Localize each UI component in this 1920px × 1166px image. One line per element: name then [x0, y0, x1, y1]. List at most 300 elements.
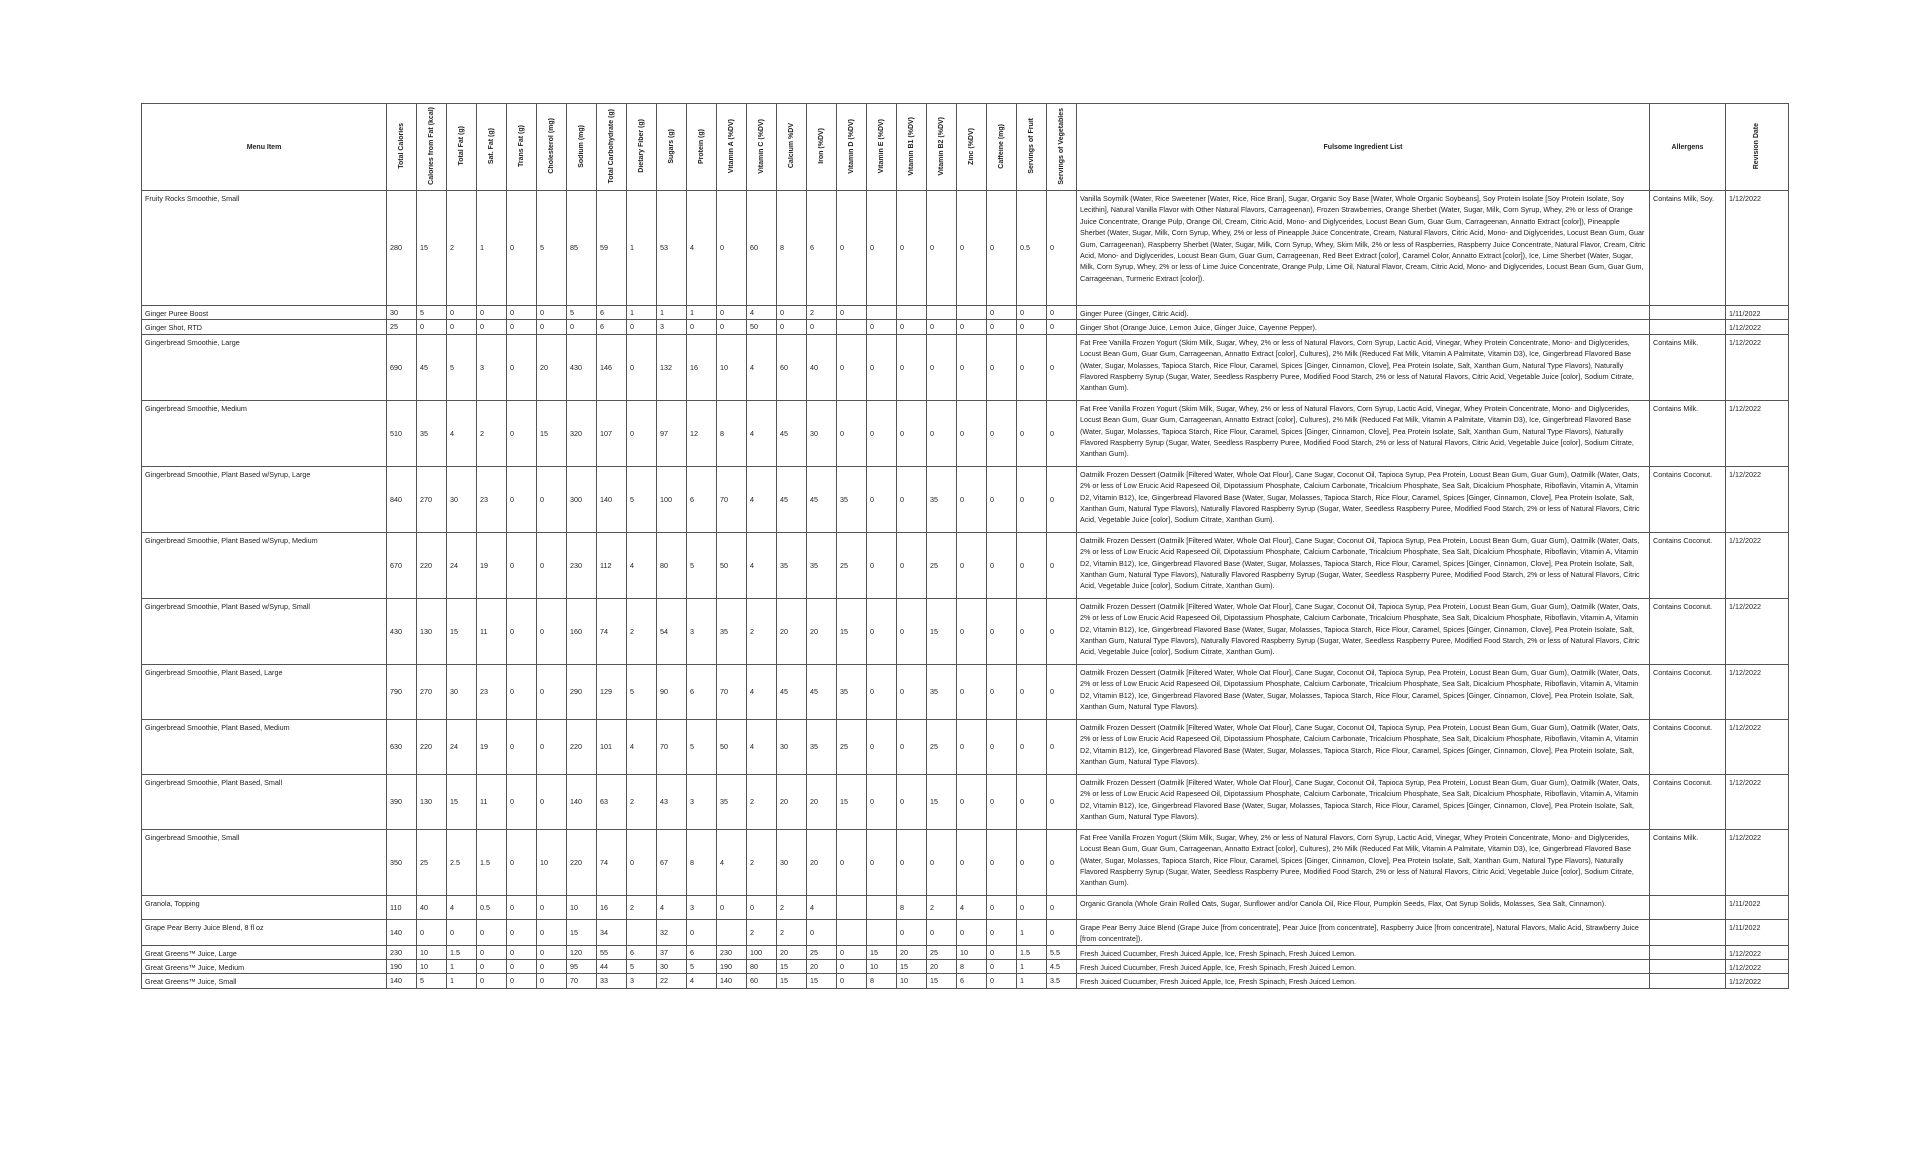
nutrient-value-cell: 3	[687, 895, 717, 919]
nutrient-value-cell: 0	[507, 960, 537, 974]
nutrient-value-cell: 15	[567, 919, 597, 945]
nutrient-value-cell: 0	[927, 919, 957, 945]
nutrient-value-cell: 8	[717, 400, 747, 466]
nutrient-value-cell: 1	[687, 306, 717, 320]
header-nutrient	[747, 104, 777, 191]
nutrient-value-cell: 20	[537, 334, 567, 400]
nutrient-value-cell: 2	[777, 895, 807, 919]
nutrient-value-cell: 0	[957, 664, 987, 719]
ingredient-list-cell: Oatmilk Frozen Dessert (Oatmilk [Filtered Water, Whole Oat Flour], Cane Sugar, Coconut Oil, Tapioca Syrup, Pea Protein, Locust Bean Gum, Guar Gum), Oatmilk (Water, Oats, 2% or less of Low Erucic Acid Rapeseed Oil, Dipotassium Phosphate, Calcium Carbonate, Tricalcium Phosphate, Sea Salt, Dicalcium Phosphate, Riboflavin, Vitamin A, Vitamin D2, Vitamin B12), Ice, Gingerbread Flavored Base (Water, Sugar, Molasses, Tapioca Starch, Rice Flour, Caramel, Spices [Ginger, Cinnamon, Clove], Pea Protein Isolate, Salt, Xanthan Gum, Natural Type Flavors), Naturally Flavored Raspberry Syrup (Sugar, Water, Seedless Raspberry Puree, Modified Food Starch, 2% or less of Natural Flavors, Citric Acid, Vegetable Juice [color], Sodium Citrate, Xanthan Gum).	[1077, 598, 1650, 664]
nutrient-value-cell: 25	[387, 320, 417, 334]
nutrient-value-cell: 4	[627, 719, 657, 774]
nutrient-value-cell: 0.5	[477, 895, 507, 919]
nutrient-value-cell: 0	[987, 919, 1017, 945]
nutrient-value-cell: 0	[957, 719, 987, 774]
allergens-cell	[1650, 306, 1726, 320]
nutrient-value-cell: 25	[927, 719, 957, 774]
ingredient-list-cell: Oatmilk Frozen Dessert (Oatmilk [Filtered Water, Whole Oat Flour], Cane Sugar, Coconut Oil, Tapioca Syrup, Pea Protein, Locust Bean Gum, Guar Gum), Oatmilk (Water, Oats, 2% or less of Low Erucic Acid Rapeseed Oil, Dipotassium Phosphate, Calcium Carbonate, Tricalcium Phosphate, Sea Salt, Dicalcium Phosphate, Riboflavin, Vitamin A, Vitamin D2, Vitamin B12), Ice, Gingerbread Flavored Base (Water, Sugar, Molasses, Tapioca Starch, Rice Flour, Caramel, Spices [Ginger, Cinnamon, Clove], Pea Protein Isolate, Salt, Xanthan Gum, Natural Type Flavors), Naturally Flavored Raspberry Syrup (Sugar, Water, Seedless Raspberry Puree, Modified Food Starch, 2% or less of Natural Flavors, Citric Acid, Vegetable Juice [color], Sodium Citrate, Xanthan Gum).	[1077, 532, 1650, 598]
nutrient-value-cell: 0	[507, 334, 537, 400]
allergens-cell: Contains Coconut.	[1650, 774, 1726, 829]
nutrient-value-cell: 10	[897, 974, 927, 988]
nutrient-value-cell: 23	[477, 466, 507, 532]
menu-item-cell: Gingerbread Smoothie, Small	[142, 829, 387, 895]
header-nutrient	[507, 104, 537, 191]
allergens-cell	[1650, 974, 1726, 988]
header-nutrient	[1017, 104, 1047, 191]
table-row	[142, 598, 1789, 664]
nutrient-value-cell: 25	[837, 532, 867, 598]
nutrient-value-cell: 35	[807, 719, 837, 774]
nutrient-value-cell: 6	[807, 191, 837, 306]
nutrient-value-cell: 1	[1017, 919, 1047, 945]
nutrient-value-cell: 0	[867, 774, 897, 829]
header-nutrient-label: Total Carbohydrate (g)	[607, 108, 615, 184]
nutrient-value-cell: 30	[447, 466, 477, 532]
nutrient-value-cell: 1	[447, 974, 477, 988]
ingredient-list-cell: Oatmilk Frozen Dessert (Oatmilk [Filtered Water, Whole Oat Flour], Cane Sugar, Coconut Oil, Tapioca Syrup, Pea Protein, Locust Bean Gum, Guar Gum), Oatmilk (Water, Oats, 2% or less of Low Erucic Acid Rapeseed Oil, Dipotassium Phosphate, Calcium Carbonate, Tricalcium Phosphate, Sea Salt, Dicalcium Phosphate, Riboflavin, Vitamin A, Vitamin D2, Vitamin B12), Ice, Gingerbread Flavored Base (Water, Sugar, Molasses, Tapioca Starch, Rice Flour, Caramel, Spices [Ginger, Cinnamon, Clove], Pea Protein Isolate, Salt, Xanthan Gum, Natural Type Flavors).	[1077, 719, 1650, 774]
nutrient-value-cell: 4	[747, 334, 777, 400]
revision-date-cell: 1/11/2022	[1726, 895, 1789, 919]
nutrient-value-cell: 0	[537, 974, 567, 988]
nutrient-value-cell: 0	[837, 334, 867, 400]
nutrient-value-cell: 60	[747, 191, 777, 306]
nutrient-value-cell: 1	[627, 306, 657, 320]
nutrient-value-cell: 0	[507, 774, 537, 829]
nutrient-value-cell: 4	[747, 719, 777, 774]
table-row	[142, 334, 1789, 400]
nutrient-value-cell: 129	[597, 664, 627, 719]
allergens-cell: Contains Coconut.	[1650, 598, 1726, 664]
nutrient-value-cell: 2	[747, 774, 777, 829]
nutrient-value-cell: 0	[477, 945, 507, 959]
nutrient-value-cell	[867, 306, 897, 320]
nutrient-value-cell: 0	[627, 320, 657, 334]
nutrient-value-cell: 20	[927, 960, 957, 974]
nutrient-value-cell: 0	[837, 960, 867, 974]
header-nutrient-label: Calories from Fat (kcal)	[427, 107, 435, 185]
allergens-cell	[1650, 895, 1726, 919]
nutrient-value-cell: 0	[927, 400, 957, 466]
table-row	[142, 829, 1789, 895]
header-nutrient	[687, 104, 717, 191]
nutrient-value-cell: 146	[597, 334, 627, 400]
nutrient-value-cell: 0	[897, 774, 927, 829]
nutrient-value-cell: 4.5	[1047, 960, 1077, 974]
revision-date-cell: 1/12/2022	[1726, 191, 1789, 306]
nutrient-value-cell: 0	[1017, 719, 1047, 774]
nutrient-value-cell: 0	[537, 895, 567, 919]
table-row	[142, 974, 1789, 988]
nutrient-value-cell: 50	[717, 719, 747, 774]
nutrient-value-cell	[837, 320, 867, 334]
nutrient-value-cell: 0	[897, 334, 927, 400]
header-nutrient-label: Vitamin B1 (%DV)	[907, 116, 915, 176]
nutrient-value-cell: 0	[987, 466, 1017, 532]
nutrient-value-cell	[897, 306, 927, 320]
nutrient-value-cell: 0	[1017, 532, 1047, 598]
nutrient-value-cell: 0	[447, 919, 477, 945]
menu-item-cell: Great Greens™ Juice, Large	[142, 945, 387, 959]
nutrient-value-cell: 0	[867, 466, 897, 532]
nutrient-value-cell: 0	[507, 532, 537, 598]
nutrient-value-cell: 35	[717, 774, 747, 829]
revision-date-cell: 1/12/2022	[1726, 598, 1789, 664]
nutrient-value-cell: 60	[777, 334, 807, 400]
nutrient-value-cell: 0	[1017, 774, 1047, 829]
nutrient-value-cell: 0	[507, 400, 537, 466]
nutrient-value-cell: 2	[447, 191, 477, 306]
nutrient-value-cell	[627, 919, 657, 945]
nutrient-value-cell: 25	[807, 945, 837, 959]
nutrient-value-cell: 0	[867, 400, 897, 466]
nutrient-value-cell: 70	[717, 466, 747, 532]
table-row	[142, 466, 1789, 532]
nutrient-value-cell: 0	[957, 400, 987, 466]
nutrient-value-cell: 0	[507, 306, 537, 320]
nutrient-value-cell: 160	[567, 598, 597, 664]
nutrient-value-cell: 0	[897, 664, 927, 719]
nutrient-value-cell: 2	[627, 895, 657, 919]
header-nutrient-label: Protein (g)	[697, 128, 705, 164]
nutrient-value-cell: 0	[1047, 400, 1077, 466]
nutrient-value-cell: 0	[417, 919, 447, 945]
nutrient-value-cell: 0	[957, 466, 987, 532]
header-nutrient	[657, 104, 687, 191]
nutrient-value-cell: 3	[627, 974, 657, 988]
nutrient-value-cell: 4	[687, 974, 717, 988]
nutrient-value-cell: 140	[387, 974, 417, 988]
nutrient-value-cell: 0	[987, 664, 1017, 719]
header-nutrient	[837, 104, 867, 191]
ingredient-list-cell: Ginger Shot (Orange Juice, Lemon Juice, Ginger Juice, Cayenne Pepper).	[1077, 320, 1650, 334]
nutrient-value-cell: 10	[567, 895, 597, 919]
header-nutrient-label: Total Calories	[397, 123, 405, 169]
nutrient-value-cell: 10	[417, 945, 447, 959]
nutrient-value-cell: 8	[687, 829, 717, 895]
header-nutrient-label: Vitamin B2 (%DV)	[937, 116, 945, 176]
nutrient-value-cell: 0	[957, 829, 987, 895]
nutrient-value-cell: 59	[597, 191, 627, 306]
nutrient-value-cell	[927, 306, 957, 320]
nutrient-value-cell: 50	[717, 532, 747, 598]
ingredient-list-cell: Fat Free Vanilla Frozen Yogurt (Skim Milk, Sugar, Whey, 2% or less of Natural Flavors, Corn Syrup, Lactic Acid, Vinegar, Whey Protein Concentrate, Mono- and Diglycerides, Locust Bean Gum, Guar Gum, Carrageenan, Annatto Extract [color], Cultures), 2% Milk (Reduced Fat Milk, Vitamin A Palmitate, Vitamin D3), Ice, Gingerbread Flavored Base (Water, Sugar, Molasses, Tapioca Starch, Rice Flour, Caramel, Spices [Ginger, Cinnamon, Clove], Pea Protein Isolate, Salt, Xanthan Gum, Natural Type Flavors), Naturally Flavored Raspberry Syrup (Sugar, Water, Seedless Raspberry Puree, Modified Food Starch, 2% or less of Natural Flavors, Citric Acid, Vegetable Juice [color], Sodium Citrate, Xanthan Gum).	[1077, 400, 1650, 466]
nutrient-value-cell: 6	[597, 306, 627, 320]
nutrient-value-cell: 0	[477, 960, 507, 974]
header-nutrient-label: Total Fat (g)	[457, 126, 465, 166]
nutrient-value-cell: 2	[627, 774, 657, 829]
nutrient-value-cell: 0	[1047, 774, 1077, 829]
nutrient-value-cell: 4	[747, 466, 777, 532]
nutrient-value-cell: 0	[1017, 664, 1047, 719]
nutrient-value-cell: 1.5	[1017, 945, 1047, 959]
table-row	[142, 320, 1789, 334]
nutrient-value-cell: 5	[687, 960, 717, 974]
nutrient-value-cell: 0	[897, 719, 927, 774]
nutrient-value-cell: 8	[957, 960, 987, 974]
nutrient-value-cell: 35	[777, 532, 807, 598]
nutrient-value-cell: 16	[687, 334, 717, 400]
nutrient-value-cell: 20	[807, 829, 837, 895]
header-nutrient-label: Sugars (g)	[667, 128, 675, 164]
nutrient-value-cell: 0	[1017, 829, 1047, 895]
nutrient-value-cell: 45	[777, 664, 807, 719]
header-menu-item: Menu Item	[142, 104, 387, 191]
header-nutrient-label: Vitamin A (%DV)	[727, 118, 735, 174]
ingredient-list-cell: Organic Granola (Whole Grain Rolled Oats, Sugar, Sunflower and/or Canola Oil, Rice Flour, Pumpkin Seeds, Flax, Oat Syrup Solids, Molasses, Sea Salt, Cinnamon).	[1077, 895, 1650, 919]
nutrient-value-cell: 0	[717, 306, 747, 320]
nutrient-value-cell: 0	[477, 919, 507, 945]
nutrient-value-cell: 0	[507, 719, 537, 774]
nutrient-value-cell: 30	[657, 960, 687, 974]
nutrient-value-cell: 80	[747, 960, 777, 974]
nutrient-value-cell: 70	[567, 974, 597, 988]
nutrient-value-cell: 0	[867, 334, 897, 400]
nutrient-value-cell: 0	[927, 191, 957, 306]
nutrient-value-cell: 0	[957, 919, 987, 945]
header-nutrient	[387, 104, 417, 191]
nutrient-value-cell: 2	[747, 829, 777, 895]
nutrient-value-cell: 0	[537, 774, 567, 829]
header-ingredients: Fulsome Ingredient List	[1077, 104, 1650, 191]
nutrient-value-cell: 0	[507, 945, 537, 959]
revision-date-cell: 1/12/2022	[1726, 774, 1789, 829]
revision-date-cell: 1/12/2022	[1726, 532, 1789, 598]
nutrient-value-cell: 20	[807, 960, 837, 974]
menu-item-cell: Gingerbread Smoothie, Plant Based w/Syrup, Medium	[142, 532, 387, 598]
nutrient-value-cell: 50	[747, 320, 777, 334]
nutrient-value-cell: 5	[627, 466, 657, 532]
nutrient-value-cell: 0	[507, 320, 537, 334]
nutrient-value-cell: 16	[597, 895, 627, 919]
nutrient-value-cell: 0	[537, 598, 567, 664]
nutrient-value-cell: 0	[1047, 719, 1077, 774]
nutrient-value-cell: 0	[867, 719, 897, 774]
nutrient-value-cell: 0.5	[1017, 191, 1047, 306]
nutrient-value-cell: 40	[807, 334, 837, 400]
header-nutrient	[447, 104, 477, 191]
nutrient-value-cell: 40	[417, 895, 447, 919]
nutrient-value-cell: 0	[1017, 895, 1047, 919]
nutrient-value-cell: 32	[657, 919, 687, 945]
nutrient-value-cell: 110	[387, 895, 417, 919]
header-nutrient	[567, 104, 597, 191]
nutrient-value-cell: 15	[927, 774, 957, 829]
nutrient-value-cell: 0	[537, 919, 567, 945]
nutrient-value-cell: 20	[777, 598, 807, 664]
nutrient-value-cell: 33	[597, 974, 627, 988]
nutrient-value-cell: 0	[987, 960, 1017, 974]
nutrient-value-cell: 0	[1017, 598, 1047, 664]
allergens-cell: Contains Milk, Soy.	[1650, 191, 1726, 306]
nutrient-value-cell: 0	[837, 306, 867, 320]
nutrient-value-cell: 0	[507, 466, 537, 532]
nutrient-value-cell: 35	[807, 532, 837, 598]
nutrient-value-cell: 0	[897, 532, 927, 598]
nutrient-value-cell: 0	[447, 306, 477, 320]
nutrient-value-cell: 70	[717, 664, 747, 719]
nutrient-value-cell: 3	[657, 320, 687, 334]
nutrient-value-cell: 90	[657, 664, 687, 719]
revision-date-cell: 1/12/2022	[1726, 320, 1789, 334]
nutrient-value-cell: 45	[807, 664, 837, 719]
nutrient-value-cell: 35	[927, 664, 957, 719]
nutrient-value-cell: 6	[627, 945, 657, 959]
nutrient-value-cell: 0	[477, 320, 507, 334]
header-nutrient-label: Iron (%DV)	[817, 128, 825, 164]
nutrient-value-cell: 4	[747, 400, 777, 466]
nutrient-value-cell: 0	[687, 919, 717, 945]
nutrient-value-cell: 6	[957, 974, 987, 988]
nutrient-value-cell: 5.5	[1047, 945, 1077, 959]
nutrient-value-cell: 1.5	[447, 945, 477, 959]
ingredient-list-cell: Fat Free Vanilla Frozen Yogurt (Skim Milk, Sugar, Whey, 2% or less of Natural Flavors, Corn Syrup, Lactic Acid, Vinegar, Whey Protein Concentrate, Mono- and Diglycerides, Locust Bean Gum, Guar Gum, Carrageenan, Annatto Extract [color], Cultures), 2% Milk (Reduced Fat Milk, Vitamin A Palmitate, Vitamin D3), Ice, Gingerbread Flavored Base (Water, Sugar, Molasses, Tapioca Starch, Rice Flour, Caramel, Spices [Ginger, Cinnamon, Clove], Pea Protein Isolate, Salt, Xanthan Gum, Natural Type Flavors), Naturally Flavored Raspberry Syrup (Sugar, Water, Seedless Raspberry Puree, Modified Food Starch, 2% or less of Natural Flavors, Citric Acid, Vegetable Juice [color], Sodium Citrate, Xanthan Gum).	[1077, 334, 1650, 400]
nutrient-value-cell	[837, 919, 867, 945]
revision-date-cell: 1/12/2022	[1726, 945, 1789, 959]
allergens-cell: Contains Milk.	[1650, 829, 1726, 895]
nutrient-value-cell: 11	[477, 774, 507, 829]
nutrient-value-cell: 0	[867, 829, 897, 895]
nutrient-value-cell: 4	[657, 895, 687, 919]
nutrient-value-cell: 100	[747, 945, 777, 959]
nutrient-value-cell: 4	[447, 400, 477, 466]
nutrient-value-cell: 0	[957, 334, 987, 400]
menu-item-cell: Gingerbread Smoothie, Medium	[142, 400, 387, 466]
nutrient-value-cell: 0	[507, 829, 537, 895]
header-nutrient	[417, 104, 447, 191]
nutrient-value-cell: 140	[387, 919, 417, 945]
nutrient-value-cell: 0	[1017, 400, 1047, 466]
nutrient-value-cell: 0	[447, 320, 477, 334]
header-revision-date-label: Revision Date	[1753, 122, 1760, 170]
header-nutrient-label: Trans Fat (g)	[517, 124, 525, 167]
nutrient-value-cell: 140	[717, 974, 747, 988]
nutrient-value-cell: 0	[507, 664, 537, 719]
header-nutrient-label: Caffeine (mg)	[997, 123, 1005, 169]
revision-date-cell: 1/12/2022	[1726, 664, 1789, 719]
menu-item-cell: Great Greens™ Juice, Small	[142, 974, 387, 988]
nutrient-value-cell: 25	[927, 532, 957, 598]
nutrient-value-cell: 12	[687, 400, 717, 466]
header-nutrient-label: Vitamin C (%DV)	[757, 118, 765, 174]
nutrient-value-cell: 0	[1047, 598, 1077, 664]
nutrient-value-cell: 670	[387, 532, 417, 598]
nutrient-value-cell: 430	[387, 598, 417, 664]
header-nutrient	[717, 104, 747, 191]
header-nutrient-label: Servings of Fruit	[1027, 118, 1035, 174]
nutrient-value-cell: 230	[567, 532, 597, 598]
ingredient-list-cell: Fresh Juiced Cucumber, Fresh Juiced Apple, Ice, Fresh Spinach, Fresh Juiced Lemon.	[1077, 945, 1650, 959]
nutrient-value-cell: 0	[837, 829, 867, 895]
nutrient-value-cell: 6	[597, 320, 627, 334]
nutrient-value-cell: 0	[897, 320, 927, 334]
table-row	[142, 895, 1789, 919]
nutrient-value-cell: 0	[987, 895, 1017, 919]
nutrient-value-cell: 3	[477, 334, 507, 400]
nutrient-value-cell: 0	[1047, 664, 1077, 719]
nutrient-value-cell: 0	[627, 400, 657, 466]
nutrient-value-cell: 6	[687, 664, 717, 719]
ingredient-list-cell: Grape Pear Berry Juice Blend (Grape Juice [from concentrate], Pear Juice [from concentrate], Raspberry Juice [from concentrate], Natural Flavors, Malic Acid, Strawberry Juice [from concentrate]).	[1077, 919, 1650, 945]
nutrient-value-cell: 0	[957, 320, 987, 334]
ingredient-list-cell: Oatmilk Frozen Dessert (Oatmilk [Filtered Water, Whole Oat Flour], Cane Sugar, Coconut Oil, Tapioca Syrup, Pea Protein, Locust Bean Gum, Guar Gum), Oatmilk (Water, Oats, 2% or less of Low Erucic Acid Rapeseed Oil, Dipotassium Phosphate, Calcium Carbonate, Tricalcium Phosphate, Sea Salt, Dicalcium Phosphate, Riboflavin, Vitamin A, Vitamin D2, Vitamin B12), Ice, Gingerbread Flavored Base (Water, Sugar, Molasses, Tapioca Starch, Rice Flour, Caramel, Spices [Ginger, Cinnamon, Clove], Pea Protein Isolate, Salt, Xanthan Gum, Natural Type Flavors).	[1077, 774, 1650, 829]
nutrient-value-cell: 4	[717, 829, 747, 895]
nutrient-value-cell: 0	[957, 532, 987, 598]
nutrient-value-cell: 2	[627, 598, 657, 664]
nutrient-value-cell: 0	[897, 829, 927, 895]
nutrient-value-cell: 630	[387, 719, 417, 774]
nutrient-value-cell: 0	[927, 334, 957, 400]
nutrient-value-cell: 85	[567, 191, 597, 306]
nutrient-value-cell: 190	[387, 960, 417, 974]
nutrient-value-cell: 23	[477, 664, 507, 719]
header-nutrient-label: Vitamin D (%DV)	[847, 118, 855, 174]
nutrient-value-cell: 30	[777, 719, 807, 774]
menu-item-cell: Grape Pear Berry Juice Blend, 8 fl oz	[142, 919, 387, 945]
nutrient-value-cell: 19	[477, 719, 507, 774]
nutrient-value-cell: 0	[927, 320, 957, 334]
nutrient-value-cell: 5	[447, 334, 477, 400]
nutrient-value-cell: 15	[447, 774, 477, 829]
nutrient-value-cell: 112	[597, 532, 627, 598]
table-row	[142, 774, 1789, 829]
table-row	[142, 664, 1789, 719]
nutrient-value-cell: 0	[537, 960, 567, 974]
nutrient-value-cell: 107	[597, 400, 627, 466]
nutrient-value-cell: 20	[807, 598, 837, 664]
menu-item-cell: Gingerbread Smoothie, Plant Based w/Syrup, Small	[142, 598, 387, 664]
header-nutrient-label: Vitamin E (%DV)	[877, 118, 885, 174]
nutrient-value-cell: 0	[1047, 466, 1077, 532]
nutrient-value-cell: 15	[417, 191, 447, 306]
header-nutrient	[897, 104, 927, 191]
nutrient-value-cell: 4	[807, 895, 837, 919]
nutrient-value-cell: 0	[1047, 320, 1077, 334]
nutrient-value-cell: 4	[957, 895, 987, 919]
menu-item-cell: Ginger Puree Boost	[142, 306, 387, 320]
nutrient-value-cell: 2.5	[447, 829, 477, 895]
nutrient-value-cell: 0	[987, 829, 1017, 895]
nutrient-value-cell: 0	[507, 598, 537, 664]
nutrient-value-cell: 15	[837, 598, 867, 664]
nutrient-value-cell: 0	[867, 598, 897, 664]
nutrient-value-cell: 0	[957, 774, 987, 829]
header-nutrient-label: Cholesterol (mg)	[547, 118, 555, 174]
allergens-cell: Contains Coconut.	[1650, 532, 1726, 598]
header-nutrient-label: Dietary Fiber (g)	[637, 119, 645, 173]
header-nutrient-label: Sodium (mg)	[577, 124, 585, 168]
nutrient-value-cell: 5	[627, 960, 657, 974]
nutrient-value-cell: 10	[417, 960, 447, 974]
nutrient-value-cell: 0	[537, 306, 567, 320]
nutrient-value-cell: 0	[837, 945, 867, 959]
nutrient-value-cell: 0	[717, 191, 747, 306]
menu-item-cell: Gingerbread Smoothie, Large	[142, 334, 387, 400]
nutrient-value-cell: 0	[1047, 895, 1077, 919]
nutrient-value-cell: 2	[777, 919, 807, 945]
table-row	[142, 532, 1789, 598]
nutrient-value-cell: 0	[567, 320, 597, 334]
nutrient-value-cell: 15	[807, 974, 837, 988]
nutrient-value-cell: 0	[537, 466, 567, 532]
nutrient-value-cell: 0	[987, 400, 1017, 466]
header-nutrient	[957, 104, 987, 191]
nutrient-value-cell: 2	[747, 598, 777, 664]
nutrient-value-cell: 0	[837, 974, 867, 988]
nutrient-value-cell: 25	[927, 945, 957, 959]
nutrient-value-cell: 63	[597, 774, 627, 829]
nutrient-value-cell: 0	[1047, 334, 1077, 400]
nutrient-value-cell: 220	[417, 719, 447, 774]
